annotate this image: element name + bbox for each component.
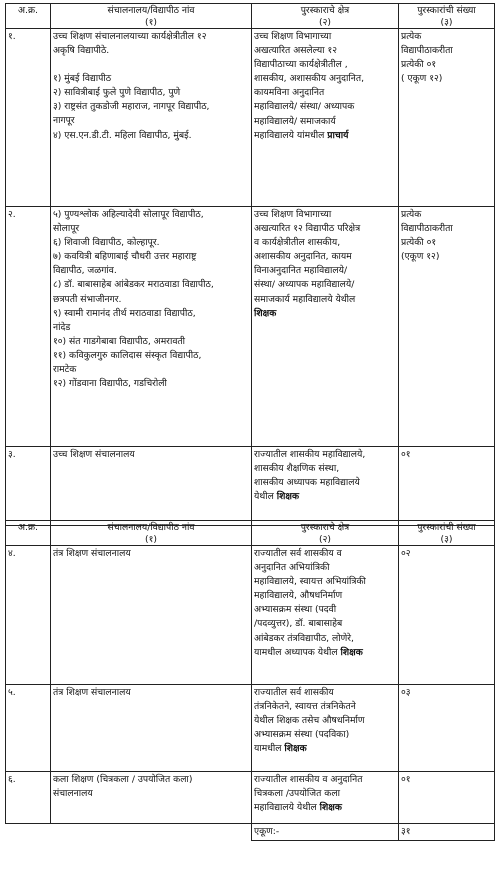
directorate-cell: कला शिक्षण (चित्रकला / उपयोजित कला) संचालनालय [51,772,252,824]
empty-cell [51,824,252,841]
serial-cell: ६. [6,772,51,824]
award-count-cell: ०१ [399,447,495,526]
header-directorate: संचालनालय/विद्यापीठ नांव (१) [51,521,252,546]
table-row [6,207,495,447]
directorate-cell: तंत्र शिक्षण संचालनालय [51,685,252,772]
table-row [6,772,495,824]
empty-cell [6,824,51,841]
award-count-cell: ०३ [399,685,495,772]
header-directorate: संचालनालय/विद्यापीठ नांव (१) [51,4,252,29]
total-value: ३१ [399,824,495,841]
award-area-cell: उच्च शिक्षण विभागाच्या अखत्यारित असलेल्या १२ विद्यापीठाच्या कार्यक्षेत्रीतील , शासकीय, अशासकीय अनुदानित, कायमविना अनुदानित महाविद्यालये/ संस्था/ अध्यापक महाविद्यालये/ समाजकार्य महाविद्यालये यांमधील प्राचार्य [252,29,399,207]
awards-table-part-1 [5,3,495,526]
header-award-count: पुरस्कारांची संख्या (३) [399,521,495,546]
award-area-cell: राज्यातील सर्व शासकीय व अनुदानित अभियांत्रिकी महाविद्यालये, स्वायत्त अभियांत्रिकी महाविद्यालये, औषधनिर्माण अभ्यासक्रम संस्था (पदवी /पदव्युत्तर), डॉ. बाबासाहेब आंबेडकर तंत्रविद्यापीठ, लोणेरे, यामधील अध्यापक येथील शिक्षक [252,546,399,685]
header-award-area: पुरस्काराचे क्षेत्र (२) [252,521,399,546]
table-row [6,29,495,207]
award-count-cell: ०१ [399,772,495,824]
serial-cell: ३. [6,447,51,526]
table-row [6,685,495,772]
total-label: एकूण:- [252,824,399,841]
table-header-row [6,4,495,29]
award-count-cell: प्रत्येक विद्यापीठाकरीता प्रत्येकी ०१ ( एकूण १२) [399,29,495,207]
award-area-cell: उच्च शिक्षण विभागाच्या अखत्यारित १२ विद्यापीठ परिक्षेत्र व कार्यक्षेत्रीतील शासकीय, अशासकीय अनुदानित, कायम विनाअनुदानित महाविद्यालये/ संस्था/ अध्यापक महाविद्यालये/ समाजकार्य महाविद्यालये येथील शिक्षक [252,207,399,447]
header-award-count: पुरस्कारांची संख्या (३) [399,4,495,29]
table-row [6,447,495,526]
award-area-cell: राज्यातील सर्व शासकीय तंत्रनिकेतने, स्वायत्त तंत्रनिकेतने येथील शिक्षक तसेच औषधनिर्माण अभ्यासक्रम संस्था (पदविका) यामधील शिक्षक [252,685,399,772]
serial-cell: ४. [6,546,51,685]
total-row [6,824,495,841]
serial-cell: २. [6,207,51,447]
awards-table-part-2 [5,520,495,841]
table-row [6,546,495,685]
directorate-cell: तंत्र शिक्षण संचालनालय [51,546,252,685]
table-header-row [6,521,495,546]
header-award-area: पुरस्काराचे क्षेत्र (२) [252,4,399,29]
serial-cell: ५. [6,685,51,772]
award-area-cell: राज्यातील शासकीय महाविद्यालये, शासकीय शैक्षणिक संस्था, शासकीय अध्यापक महाविद्यालये येथील शिक्षक [252,447,399,526]
header-serial: अ.क्र. [6,521,51,546]
award-area-cell: राज्यातील शासकीय व अनुदानित चित्रकला /उपयोजित कला महाविद्यालये येथील शिक्षक [252,772,399,824]
header-serial: अ.क्र. [6,4,51,29]
directorate-cell: ५) पुण्यश्लोक अहिल्यादेवी सोलापूर विद्यापीठ, सोलापूर ६) शिवाजी विद्यापीठ, कोल्हापूर. ७) कवयित्री बहिणाबाई चौधरी उत्तर महाराष्ट्र विद्यापीठ, जळगांव. ८) डॉ. बाबासाहेब आंबेडकर मराठवाडा विद्यापीठ, छत्रपती संभाजीनगर. ९) स्वामी रामानंद तीर्थ मराठवाडा विद्यापीठ, नांदेड १०) संत गाडगेबाबा विद्यापीठ, अमरावती ११) कविकुलगुरु कालिदास संस्कृत विद्यापीठ, रामटेक १२) गोंडवाना विद्यापीठ, गडचिरोली [51,207,252,447]
directorate-cell: उच्च शिक्षण संचालनालय [51,447,252,526]
directorate-cell: उच्च शिक्षण संचालनालयाच्या कार्यक्षेत्रीतील १२ अकृषि विद्यापीठे. १) मुंबई विद्यापीठ २) सावित्रीबाई फुले पुणे विद्यापीठ, पुणे ३) राष्ट्रसंत तुकडोजी महाराज, नागपूर विद्यापीठ, नागपूर ४) एस.एन.डी.टी. महिला विद्यापीठ, मुंबई. [51,29,252,207]
serial-cell: १. [6,29,51,207]
award-count-cell: प्रत्येक विद्यापीठाकरीता प्रत्येकी ०१ (एकूण १२) [399,207,495,447]
award-count-cell: ०२ [399,546,495,685]
